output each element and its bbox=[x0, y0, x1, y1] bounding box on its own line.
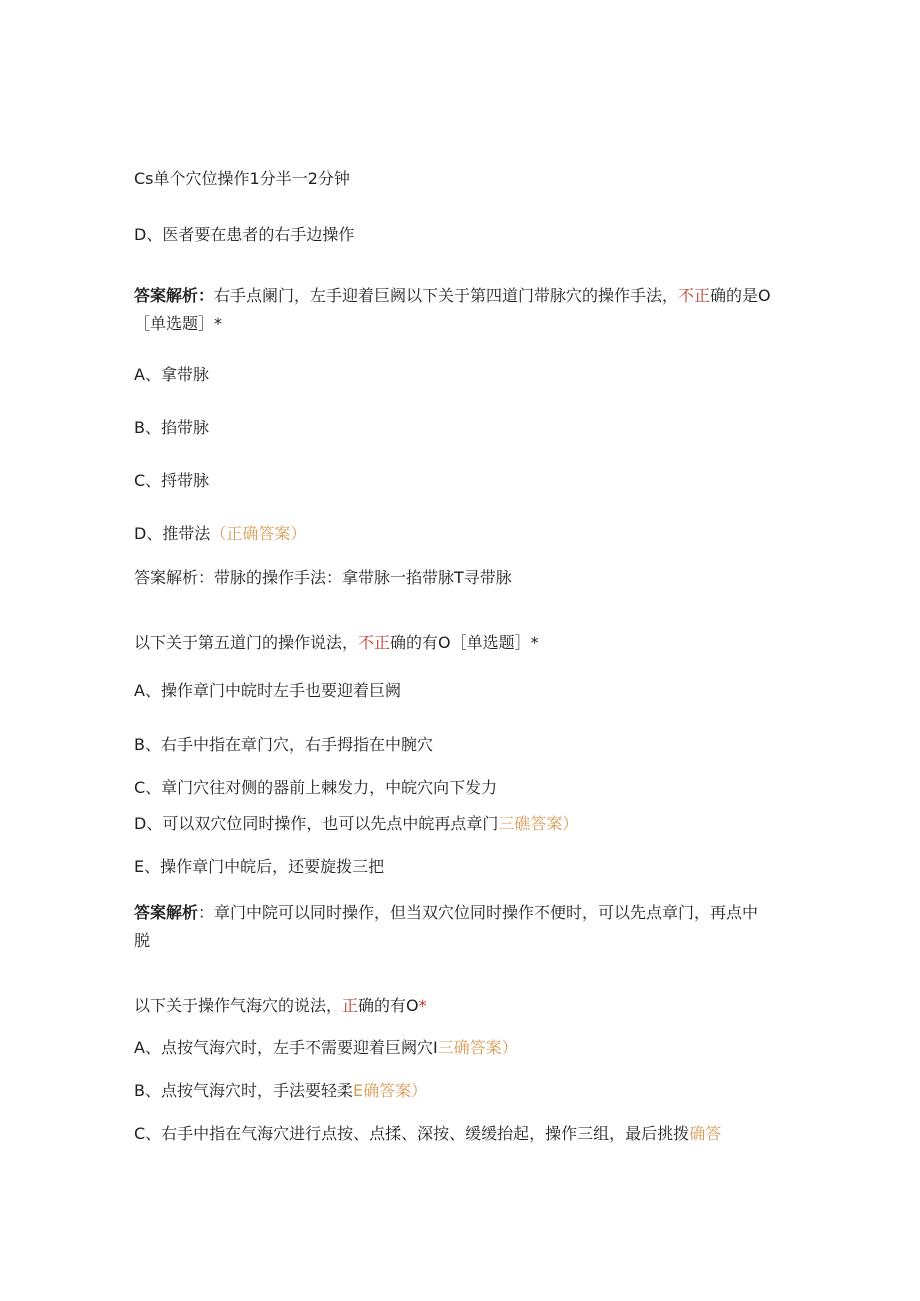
q4-stem bbox=[134, 995, 427, 1017]
q2-option-d bbox=[134, 523, 306, 545]
q2-option-a: A、拿带脉 bbox=[134, 365, 209, 384]
q4-stem-text-end: 确的有O bbox=[358, 996, 419, 1015]
q3-option-d bbox=[134, 813, 578, 835]
q2-stem-text: 右手点阑门，左手迎着巨阙以下关于第四道门带脉穴的操作手法， bbox=[214, 286, 679, 305]
required-star: * bbox=[418, 996, 427, 1015]
correct-answer-mark: 三礁答案） bbox=[498, 814, 579, 833]
q3-option-b: B、右手中指在章门穴，右手拇指在中腕穴 bbox=[134, 735, 433, 754]
q3-analysis-text: ：章门中院可以同时操作，但当双穴位同时操作不便时，可以先点章门，再点中脱 bbox=[134, 903, 759, 950]
q4-option-b-text: B、点按气海穴时，手法要轻柔 bbox=[134, 1081, 353, 1100]
q4-option-c-text: C、右手中指在气海穴进行点按、点揉、深按、缓缓抬起，操作三组，最后挑拨 bbox=[134, 1124, 690, 1143]
q4-option-c bbox=[134, 1123, 721, 1145]
q2-stem-text-end: 确的是O［单选题］* bbox=[134, 286, 771, 333]
q1-option-c: Cs单个穴位操作1分半一2分钟 bbox=[134, 169, 350, 188]
q4-option-b bbox=[134, 1080, 427, 1102]
q4-option-a-text: A、点按气海穴时，左手不需要迎着巨阙穴I bbox=[134, 1038, 438, 1057]
q2-highlight: 不正 bbox=[678, 286, 711, 305]
correct-answer-mark: 三确答案） bbox=[437, 1038, 518, 1057]
q3-option-e: E、操作章门中皖后，还要旋拨三把 bbox=[134, 857, 385, 876]
q2-option-b: B、掐带脉 bbox=[134, 418, 209, 437]
q4-highlight: 正 bbox=[342, 996, 359, 1015]
q3-option-c: C、章门穴往对侧的器前上棘发力，中皖穴向下发力 bbox=[134, 778, 498, 797]
q4-stem-text: 以下关于操作气海穴的说法， bbox=[134, 996, 343, 1015]
analysis-label: 答案解析 bbox=[134, 903, 199, 922]
q3-stem-text: 以下关于第五道门的操作说法， bbox=[134, 633, 359, 652]
analysis-label: 答案解析： bbox=[134, 286, 215, 305]
q3-analysis bbox=[134, 899, 774, 955]
q3-highlight: 不正 bbox=[358, 633, 391, 652]
q3-option-a: A、操作章门中皖时左手也要迎着巨阙 bbox=[134, 681, 401, 700]
q2-analysis: 答案解析：带脉的操作手法：拿带脉一掐带脉T寻带脉 bbox=[134, 568, 512, 587]
q3-option-d-text: D、可以双穴位同时操作，也可以先点中皖再点章门 bbox=[134, 814, 499, 833]
q2-option-d-text: D、推带法 bbox=[134, 524, 211, 543]
correct-answer-mark: E确答案） bbox=[352, 1081, 428, 1100]
q3-stem bbox=[134, 632, 539, 654]
q2-option-c: C、捋带脉 bbox=[134, 471, 210, 490]
correct-answer-mark: （正确答案） bbox=[210, 524, 307, 543]
q1-option-d: D、医者要在患者的右手边操作 bbox=[134, 225, 355, 244]
q2-stem bbox=[134, 282, 774, 338]
q3-stem-text-end: 确的有O［单选题］* bbox=[390, 633, 539, 652]
correct-answer-mark: 确答 bbox=[689, 1124, 722, 1143]
q4-option-a bbox=[134, 1037, 518, 1059]
